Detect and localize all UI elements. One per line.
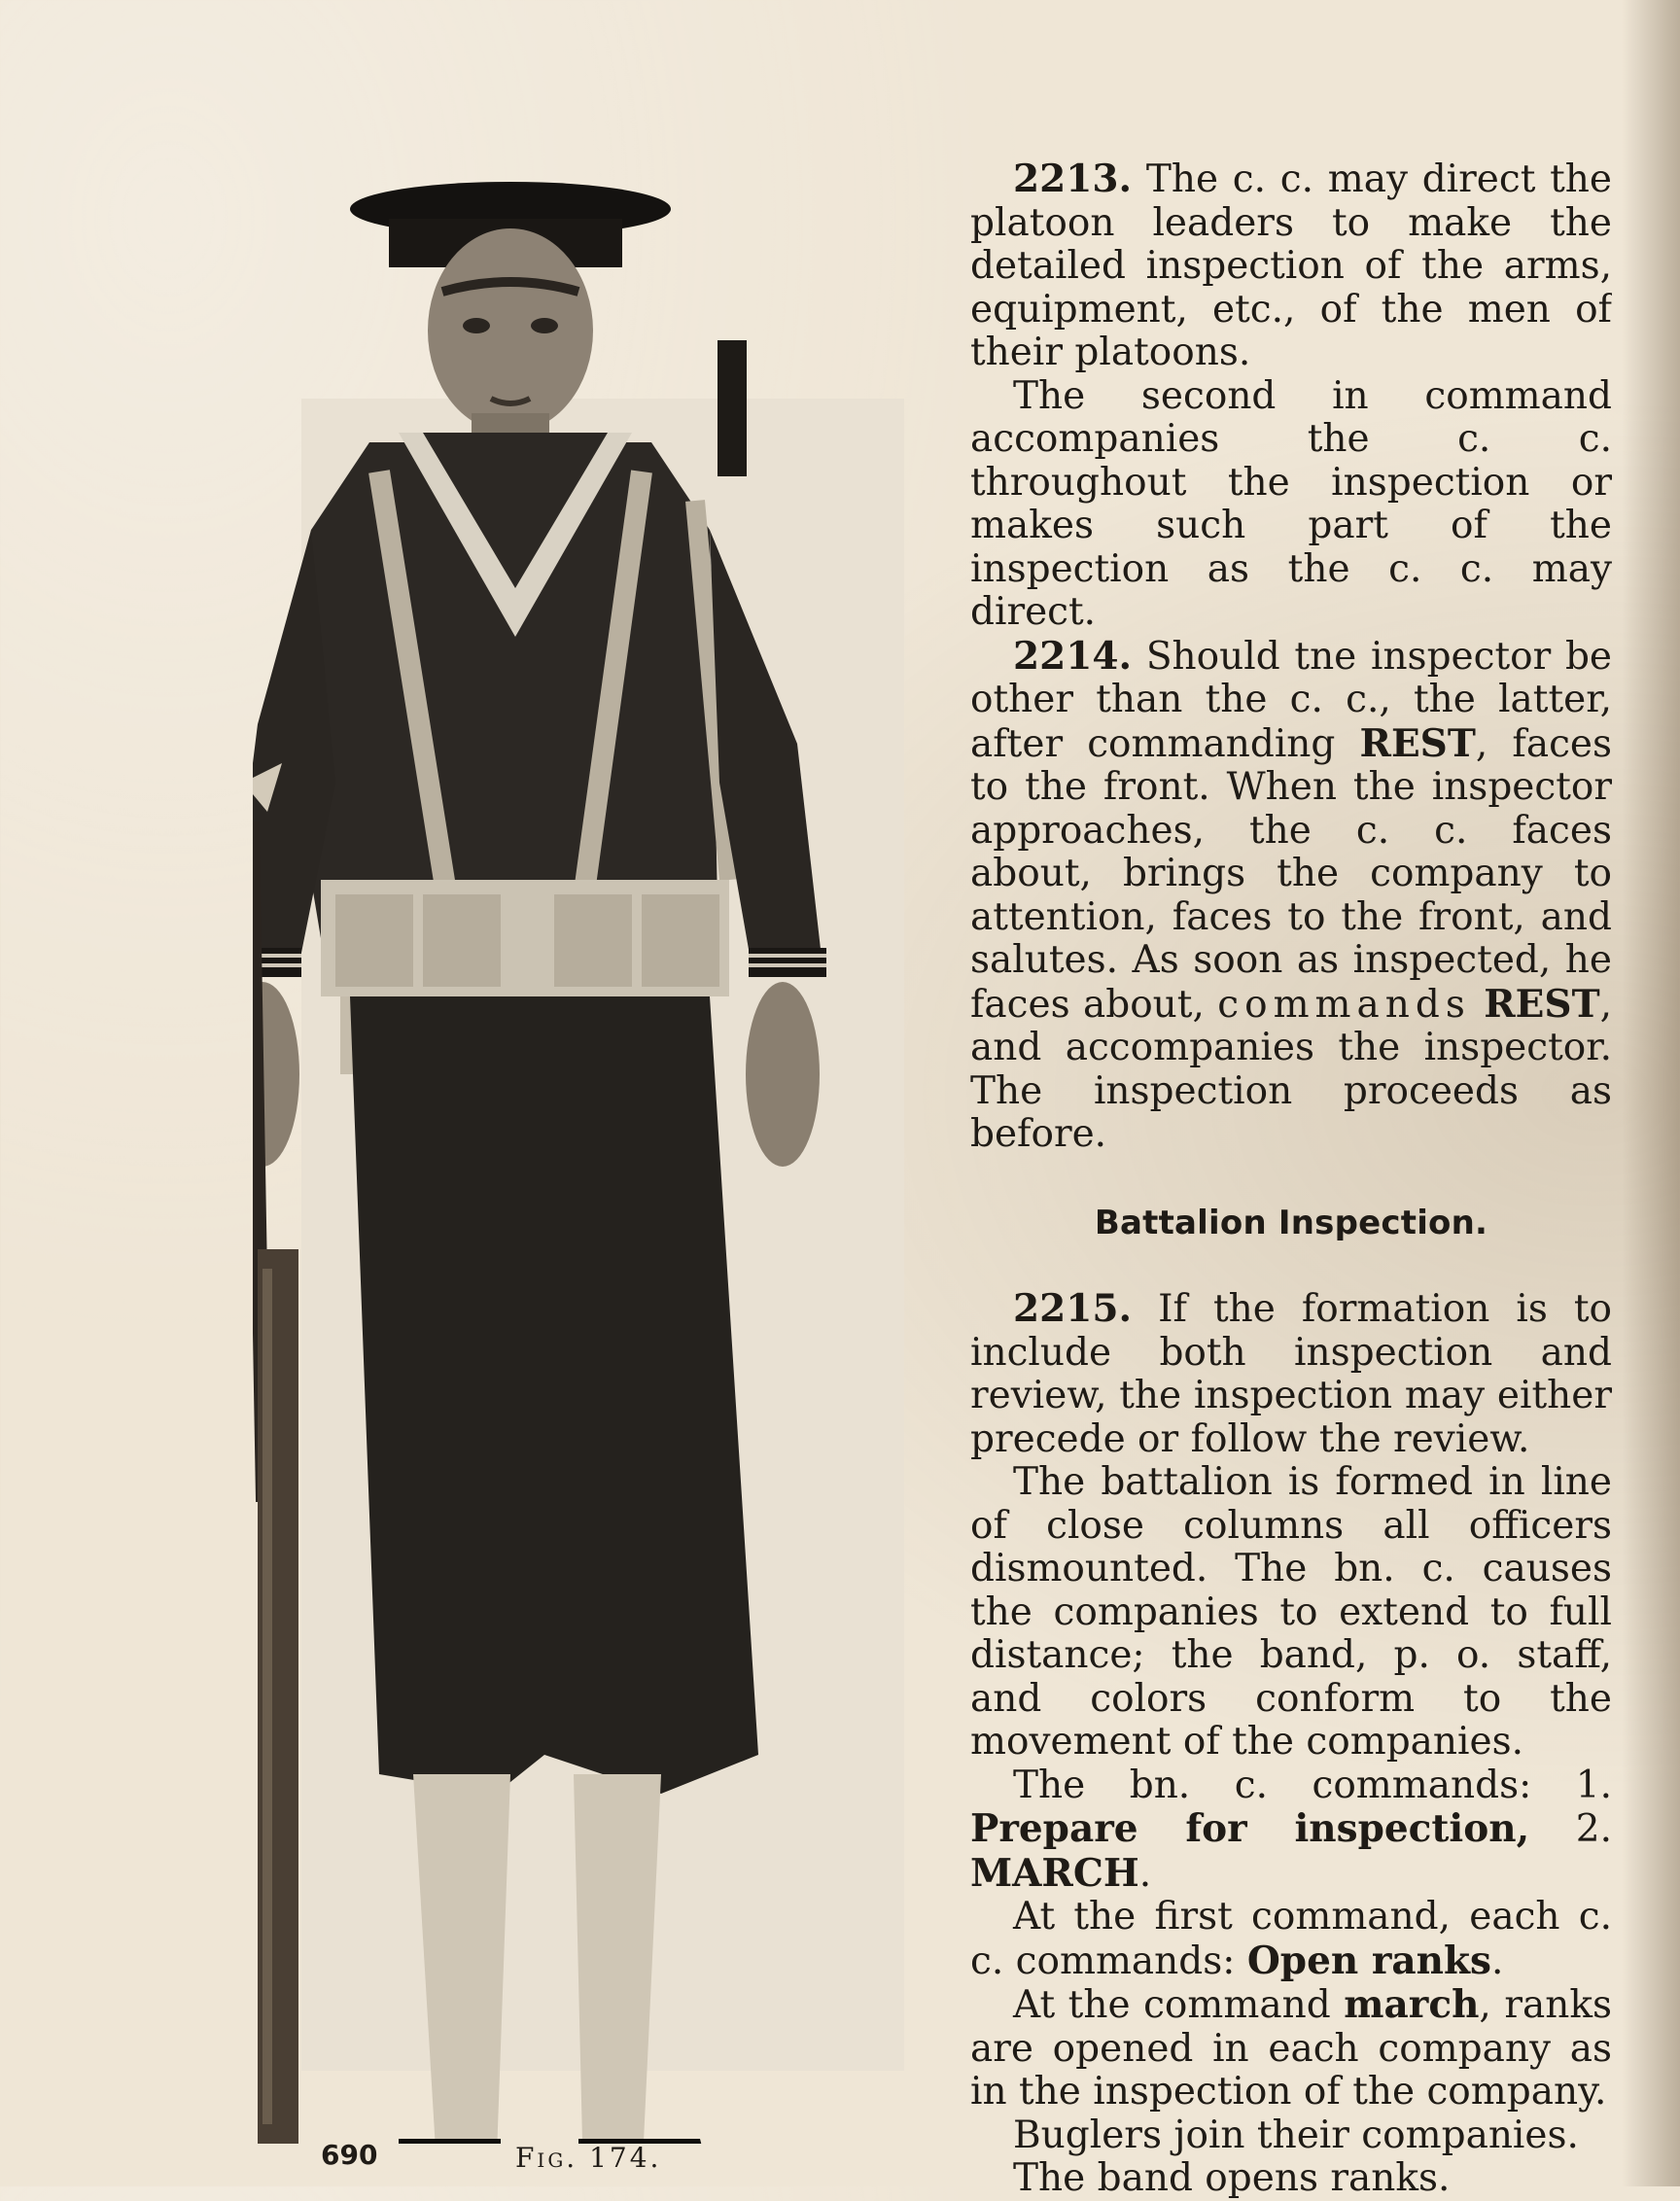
command-march: MARCH (970, 1850, 1139, 1896)
punctuation: . (1138, 1851, 1152, 1896)
page-number: 690 (321, 2139, 378, 2171)
figure-caption: Fig. 174. (515, 2142, 662, 2174)
paragraph-text: At the command (1013, 1983, 1331, 2027)
spaced-word: commands (1217, 982, 1471, 1027)
paragraph-2215-open-ranks (970, 1896, 1612, 1983)
punctuation: . (1490, 1939, 1504, 1983)
paragraph-text: , and accompanies the inspector. The inspection proceeds as before. (970, 982, 1612, 1156)
command-prepare: Prepare for inspection, (970, 1806, 1530, 1851)
paragraph-text: If the formation is to include both inspection and review, the inspection may either precede or follow the review. (970, 1287, 1612, 1461)
paragraph-2215-march (970, 1983, 1612, 2114)
sailor-photograph (253, 180, 933, 2144)
paragraph-2213-second (970, 375, 1612, 635)
paragraph-text: The bn. c. commands: 1. (1013, 1763, 1612, 1807)
paragraph-number: 2215. (1013, 1286, 1133, 1331)
paragraph-2215-second (970, 1461, 1612, 1764)
paragraph-number: 2214. (1013, 633, 1133, 679)
paragraph-2215-buglers (970, 2114, 1612, 2158)
paragraph-text: Should tne inspector be other than the c. c., the latter, after commanding (970, 634, 1612, 766)
paragraph-text: 2. (1575, 1807, 1612, 1851)
body-text (970, 157, 1612, 2201)
paragraph-text: The battalion is formed in line of close columns all officers dismounted. The bn. c. causes the companies to extend to full distance; the band, p. o. staff, and colors conform to the movement of the companies. (970, 1460, 1612, 1764)
paragraph-2215-command (970, 1764, 1612, 1897)
paragraph-text: The second in command accompanies the c. c. throughout the inspection or makes such part of the inspection as the c. c. may direct. (970, 373, 1612, 634)
paragraph-text: , ranks are opened in each company as in the inspection of the company. (970, 1983, 1612, 2114)
section-heading: Battalion Inspection. (1094, 1203, 1488, 1242)
command-rest: REST (1359, 720, 1476, 766)
command-march-word: march (1344, 1982, 1480, 2027)
paragraph-text: The c. c. may direct the platoon leaders to make the detailed inspection of the arms, equipment, etc., of the men of their platoons. (970, 157, 1612, 374)
paragraph-text: At the first command, each c. c. commands: (970, 1895, 1612, 1983)
paragraph-2215 (970, 1287, 1612, 1461)
paragraph-2215-band (970, 2157, 1612, 2201)
command-rest: REST (1484, 981, 1600, 1027)
paragraph-2213 (970, 157, 1612, 375)
paragraph-text: , faces to the front. When the inspector approaches, the c. c. faces about, brings the company to attention, faces to the front, and salutes. As soon as inspected, he faces about, (970, 721, 1612, 1027)
page-gutter-shadow (1622, 0, 1680, 2186)
paragraph-2214 (970, 635, 1612, 1157)
paragraph-text: The band opens ranks. (1013, 2156, 1451, 2200)
paragraph-text: Buglers join their companies. (1013, 2113, 1579, 2157)
command-open-ranks: Open ranks (1246, 1938, 1491, 1983)
paragraph-number: 2213. (1013, 157, 1133, 201)
